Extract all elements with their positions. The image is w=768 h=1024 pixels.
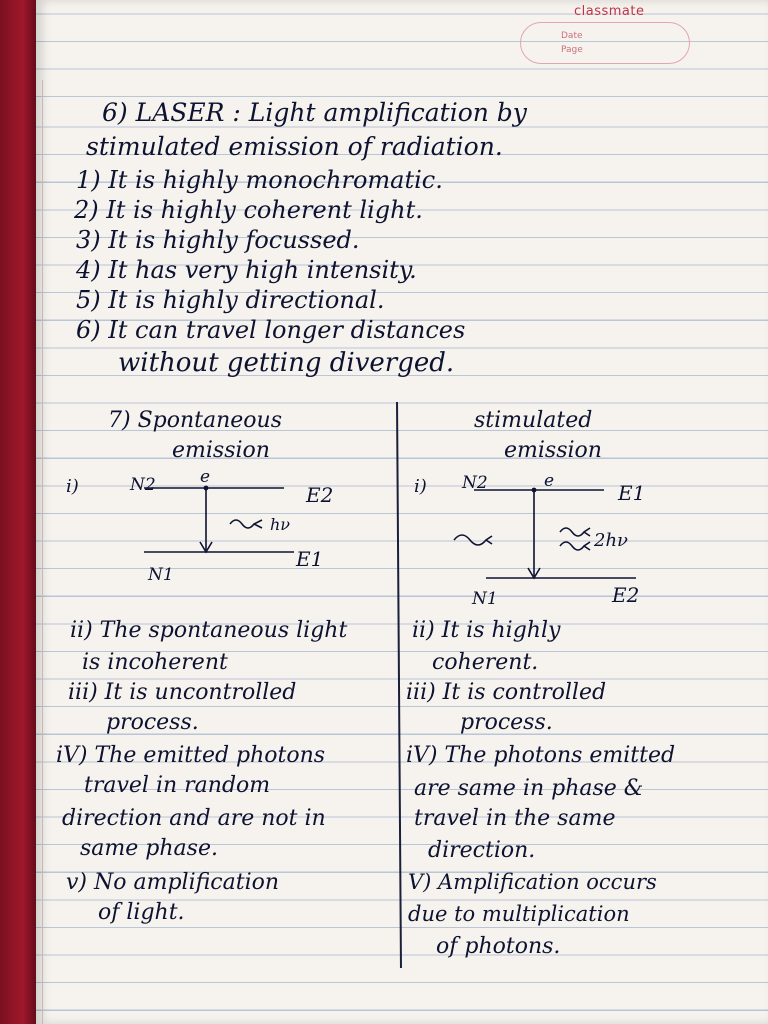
spont-line-8: same phase. xyxy=(80,836,218,861)
e2-label: E2 xyxy=(306,483,334,507)
electron-label: e xyxy=(544,471,555,491)
spont-line-3: iii) It is uncontrolled xyxy=(68,680,297,705)
spontaneous-heading-2: emission xyxy=(172,438,270,463)
electron-dot xyxy=(532,488,537,493)
date-page-box xyxy=(520,22,690,64)
stim-line-11: of photons. xyxy=(436,934,561,959)
spontaneous-heading: 7) Spontaneous xyxy=(108,408,282,433)
diagram-num: i) xyxy=(66,476,79,497)
property-6-cont: without getting diverged. xyxy=(118,348,455,378)
n1-label: N1 xyxy=(472,589,498,609)
laser-heading-cont: stimulated emission of radiation. xyxy=(86,132,503,161)
emitted-photon-1 xyxy=(560,528,590,536)
e1-label: E1 xyxy=(296,547,324,571)
stimulated-heading-2: emission xyxy=(504,438,602,463)
spont-line-2: is incoherent xyxy=(82,650,228,675)
stim-line-7: travel in the same xyxy=(414,806,616,831)
spontaneous-diagram xyxy=(60,467,390,590)
spont-line-1: ii) The spontaneous light xyxy=(70,618,348,643)
spont-line-5: iV) The emitted photons xyxy=(56,743,326,768)
stim-line-1: ii) It is highly xyxy=(412,618,561,643)
stimulated-heading: stimulated xyxy=(474,408,593,433)
property-1: 1) It is highly monochromatic. xyxy=(76,166,443,194)
stim-line-8: direction. xyxy=(428,838,536,863)
photon-wave xyxy=(230,520,262,528)
page-label: Page xyxy=(561,45,583,55)
brand-logo: classmate xyxy=(574,4,645,19)
electron-label: e xyxy=(200,467,211,487)
laser-heading: 6) LASER : Light amplification by xyxy=(102,98,527,127)
n1-label: N1 xyxy=(148,565,174,585)
spont-line-9: v) No amplification xyxy=(66,870,280,895)
incident-photon xyxy=(454,535,492,545)
e1-label: E1 xyxy=(618,481,646,505)
stim-line-6: are same in phase & xyxy=(414,776,644,801)
spont-line-10: of light. xyxy=(98,900,185,925)
n2-label: N2 xyxy=(462,473,488,493)
spont-line-6: travel in random xyxy=(84,773,271,798)
hv-label: hν xyxy=(270,515,291,534)
property-5: 5) It is highly directional. xyxy=(76,286,385,314)
property-2: 2) It is highly coherent light. xyxy=(74,196,423,224)
spont-line-4: process. xyxy=(106,710,199,735)
stim-line-2: coherent. xyxy=(432,650,539,675)
emitted-photon-2 xyxy=(560,542,590,550)
n2-label: N2 xyxy=(130,475,156,495)
property-4: 4) It has very high intensity. xyxy=(76,256,417,284)
stim-line-4: process. xyxy=(460,710,553,735)
stim-line-5: iV) The photons emitted xyxy=(406,743,676,768)
spont-line-7: direction and are not in xyxy=(62,806,326,831)
diagram-num: i) xyxy=(414,476,427,497)
margin-line xyxy=(42,80,43,1024)
hv-label: 2hν xyxy=(594,530,628,551)
stim-line-9: V) Amplification occurs xyxy=(408,870,657,894)
date-label: Date xyxy=(561,31,583,41)
property-3: 3) It is highly focussed. xyxy=(76,226,360,254)
e2-label: E2 xyxy=(612,583,640,607)
stimulated-diagram xyxy=(410,470,740,610)
notebook-binding xyxy=(0,0,38,1024)
stim-line-10: due to multiplication xyxy=(408,902,630,926)
property-6: 6) It can travel longer distances xyxy=(76,316,466,344)
stim-line-3: iii) It is controlled xyxy=(406,680,607,705)
